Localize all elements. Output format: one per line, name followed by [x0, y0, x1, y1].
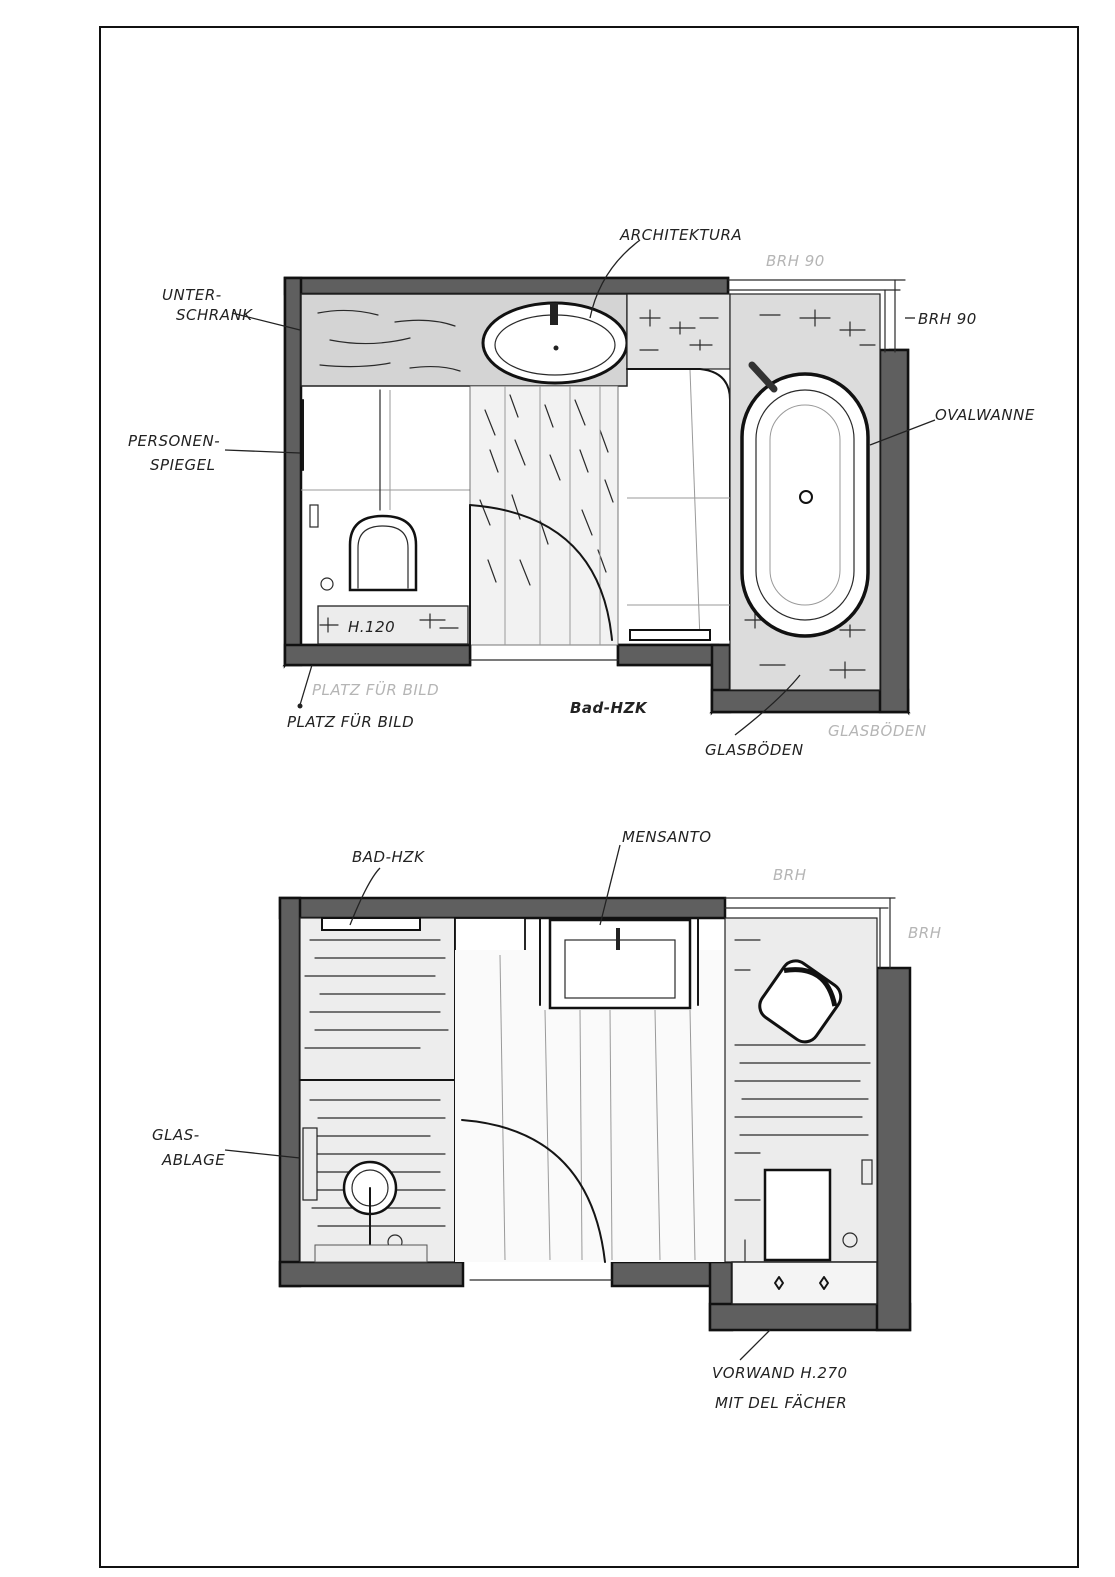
bottom-wall-east — [877, 968, 910, 1330]
leader-platz-bild — [300, 665, 312, 705]
shower-floor-wood — [470, 386, 618, 645]
bidet-bottom — [765, 1170, 830, 1260]
label-mensanto: MENSANTO — [622, 828, 712, 846]
bottom-wall-south-left — [280, 1262, 463, 1286]
top-wall-south-left — [285, 645, 470, 665]
floor-strip-bottom — [315, 1245, 427, 1262]
top-wall-north — [285, 278, 728, 294]
top-wall-east — [880, 350, 908, 712]
label-glasboeden: GLASBÖDEN — [705, 741, 804, 759]
label-platz-bild: PLATZ FÜR BILD — [287, 713, 415, 731]
towel-radiator-top — [630, 630, 710, 640]
label-unterschrank-1: UNTER- — [162, 286, 222, 304]
label-brh-faint: BRH — [773, 866, 807, 884]
label-brh: BRH — [908, 924, 942, 942]
label-bad-hzk-bottom: BAD-HZK — [352, 848, 425, 866]
tiled-shelf-top — [627, 294, 730, 369]
label-personenspiegel-2: SPIEGEL — [150, 456, 216, 474]
towel-radiator-bottom — [322, 918, 420, 930]
faucet-top — [550, 303, 558, 325]
top-wall-south-right — [712, 690, 908, 712]
label-personenspiegel-1: PERSONEN- — [128, 432, 221, 450]
label-architektura: ARCHITEKTURA — [620, 226, 743, 244]
shower-enclosure-line — [627, 369, 730, 640]
basin-drain — [554, 346, 559, 351]
wall-hook-top — [310, 505, 318, 527]
label-mit-faechern: MIT DEL FÄCHER — [715, 1394, 848, 1412]
shelf-box-bottom — [455, 918, 525, 952]
bottom-wall-north — [280, 898, 725, 918]
label-platz-bild-faint: PLATZ FÜR BILD — [312, 681, 440, 699]
label-ovalwanne: OVALWANNE — [935, 406, 1035, 424]
leader-dot-bild — [298, 704, 303, 709]
glass-shelf — [303, 1128, 317, 1200]
floor-plan-bottom — [152, 828, 942, 1412]
label-vorwand: VORWAND H.270 — [712, 1364, 848, 1382]
vorwand-niches — [732, 1262, 877, 1304]
top-wall-west — [285, 278, 301, 665]
label-glasablage-2: ABLAGE — [162, 1151, 226, 1169]
label-glasablage-1: GLAS- — [152, 1126, 200, 1144]
toilet-top — [350, 516, 416, 590]
bathtub-drain — [800, 491, 812, 503]
label-brh90-faint: BRH 90 — [766, 252, 825, 270]
floor-plan-top — [128, 226, 1035, 759]
label-h120: H.120 — [348, 618, 396, 636]
label-glasboeden-faint: GLASBÖDEN — [828, 722, 927, 740]
label-bad-hzk-top: Bad-HZK — [570, 699, 648, 717]
toilet-paper-holder-top — [321, 578, 333, 590]
bottom-wall-west — [280, 898, 300, 1286]
oval-bathtub — [742, 374, 868, 636]
label-unterschrank-2: SCHRANK — [176, 306, 253, 324]
label-brh90: BRH 90 — [918, 310, 977, 328]
sheet-border — [100, 27, 1078, 1567]
leader-vorwand — [740, 1330, 770, 1360]
